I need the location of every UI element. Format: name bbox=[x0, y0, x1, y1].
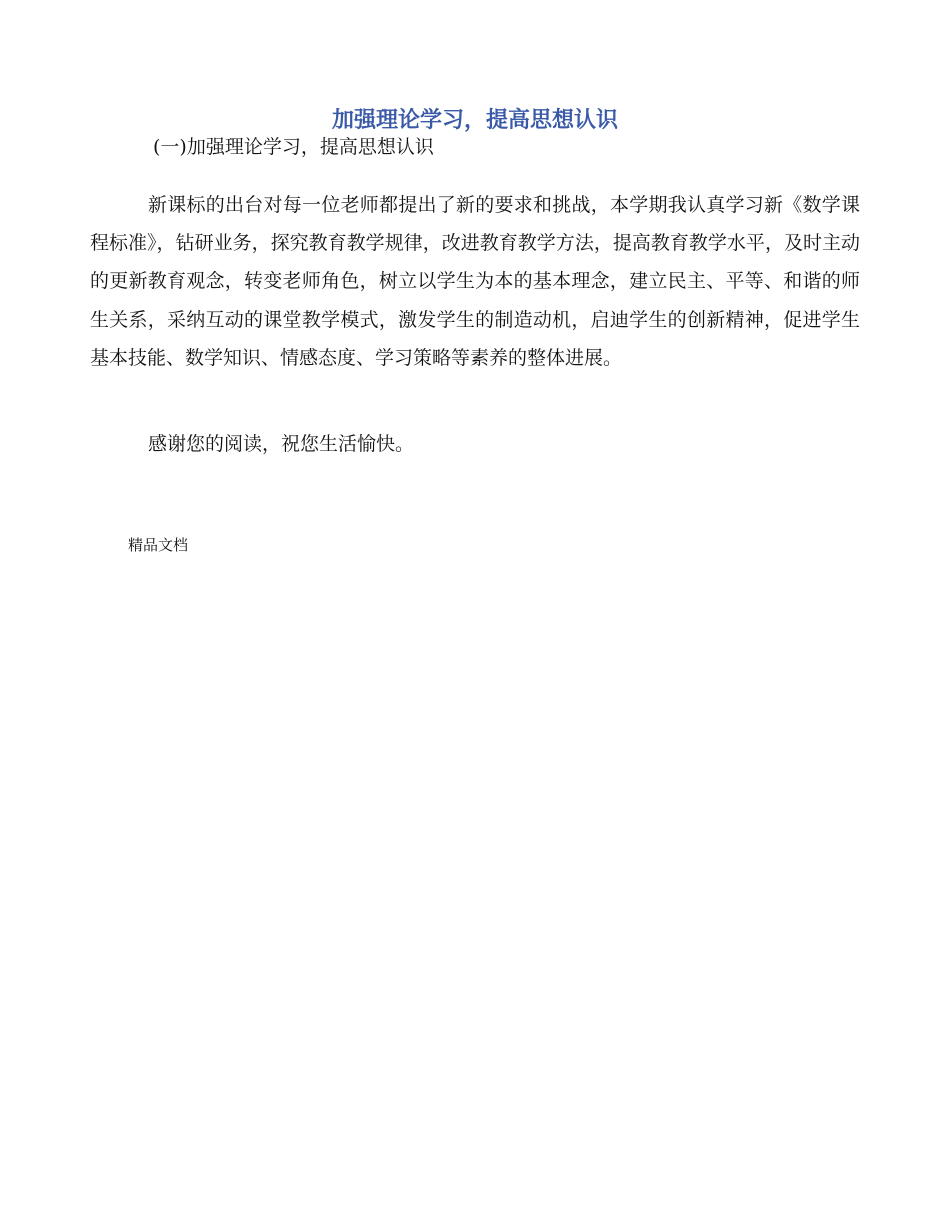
document-title: 加强理论学习，提高思想认识 bbox=[331, 107, 618, 133]
body-paragraph: 新课标的出台对每一位老师都提出了新的要求和挑战，本学期我认真学习新《数学课程标准》，钻研业务，探究教育教学规律，改进教育教学方法，提高教育教学水平，及时主动的更新教育观念，转变老师角色，树立以学生为本的基本理念，建立民主、平等、和谐的师生关系，采纳互动的课堂教学模式，激发学生的制造动机，启迪学生的创新精神，促进学生基本技能、数学知识、情感态度、学习策略等素养的整体进展。 bbox=[90, 194, 860, 369]
footer-label: 精品文档 bbox=[128, 536, 189, 554]
section-heading: (一)加强理论学习，提高思想认识 bbox=[153, 136, 434, 158]
closing-line: 感谢您的阅读，祝您生活愉快。 bbox=[148, 433, 415, 455]
